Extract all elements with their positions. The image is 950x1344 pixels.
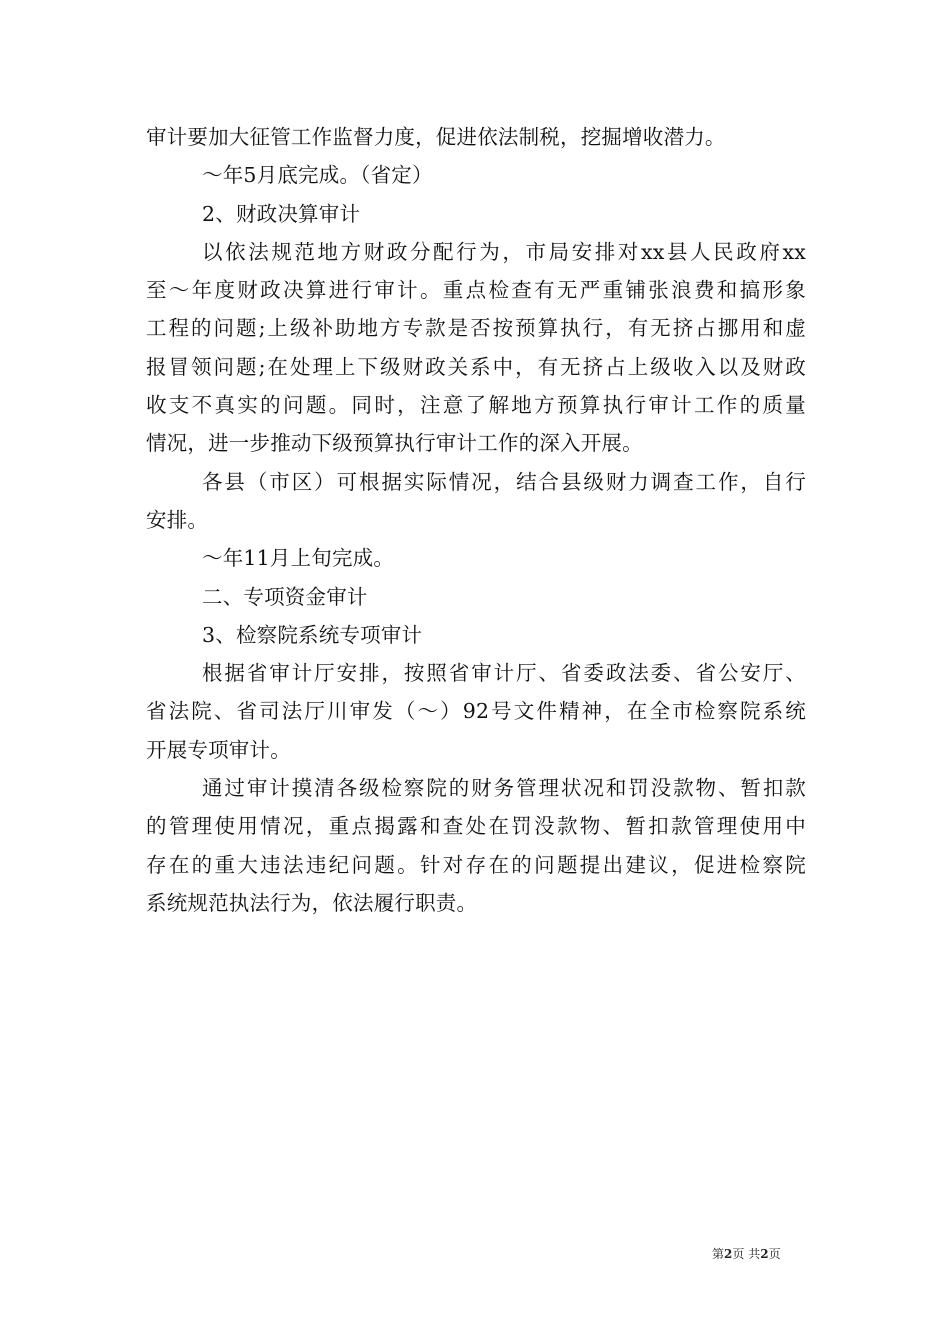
text-line: 报冒领问题;在处理上下级财政关系中，有无挤占上级收入以及财政: [146, 354, 806, 379]
text-line: 存在的重大违法违纪问题。针对存在的问题提出建议，促进检察院: [146, 852, 806, 877]
section-heading: 二、专项资金审计: [202, 584, 368, 609]
text-line: 收支不真实的问题。同时，注意了解地方预算执行审计工作的质量: [146, 393, 806, 418]
footer-middle: 页 共: [732, 1247, 761, 1261]
text-line: 的管理使用情况，重点揭露和查处在罚没款物、暂扣款管理使用中: [146, 814, 806, 839]
footer-prefix: 第: [712, 1247, 725, 1261]
section-heading: 3、检察院系统专项审计: [202, 622, 423, 647]
section-heading: 2、财政决算审计: [202, 201, 361, 226]
text-line: 各县（市区）可根据实际情况，结合县级财力调查工作，自行: [202, 469, 806, 494]
text-line: 以依法规范地方财政分配行为，市局安排对xx县人民政府xx: [202, 239, 806, 264]
text-line: ～年11月上旬完成。: [202, 546, 395, 571]
text-line: 安排。: [146, 507, 209, 532]
footer-suffix: 页: [768, 1247, 781, 1261]
text-line: 至～年度财政决算进行审计。重点检查有无严重铺张浪费和搞形象: [146, 278, 806, 303]
text-line: 工程的问题;上级补助地方专款是否按预算执行，有无挤占挪用和虚: [146, 316, 806, 341]
text-line: 系统规范执法行为，依法履行职责。: [146, 890, 478, 915]
text-line: 开展专项审计。: [146, 737, 291, 762]
body-text: [146, 118, 806, 922]
text-line: 省法院、省司法厅川审发（～）92号文件精神，在全市检察院系统: [146, 699, 806, 724]
total-pages-number: 2: [760, 1247, 769, 1261]
text-line: 情况，进一步推动下级预算执行审计工作的深入开展。: [146, 431, 643, 456]
current-page-number: 2: [724, 1247, 733, 1261]
page-footer: [712, 1246, 812, 1262]
text-line: ～年5月底完成。（省定）: [202, 163, 433, 188]
text-line: 根据省审计厅安排，按照省审计厅、省委政法委、省公安厅、: [202, 661, 806, 686]
text-line: 通过审计摸清各级检察院的财务管理状况和罚没款物、暂扣款: [202, 776, 806, 801]
text-line: 审计要加大征管工作监督力度，促进依法制税，挖掘增收潜力。: [146, 125, 726, 149]
